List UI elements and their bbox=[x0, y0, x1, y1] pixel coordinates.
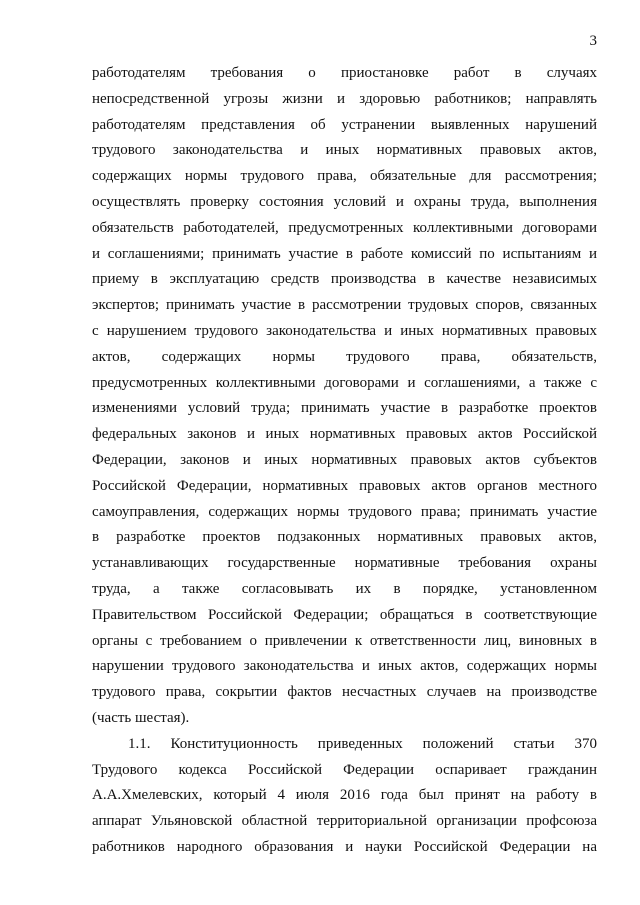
text-line: самоуправления, содержащих нормы трудового права; принимать участие bbox=[92, 503, 597, 520]
text-line: Правительством Российской Федерации; обращаться в соответствующие bbox=[92, 606, 597, 623]
text-line: аппарат Ульяновской областной территориальной организации профсоюза bbox=[92, 813, 597, 830]
text-line: в разработке проектов подзаконных нормативных правовых актов, bbox=[92, 529, 597, 546]
text-line: экспертов; принимать участие в рассмотрении трудовых споров, связанных bbox=[92, 297, 597, 314]
text-line: с нарушением трудового законодательства и иных нормативных правовых bbox=[92, 322, 597, 339]
paragraph-1-1-start: 1.1. Конституционность приведенных положений статьи 370 bbox=[128, 735, 597, 752]
text-line: непосредственной угрозы жизни и здоровью работников; направлять bbox=[92, 90, 597, 107]
text-line: обязательств работодателей, предусмотренных коллективными договорами bbox=[92, 219, 597, 236]
text-line: нарушении трудового законодательства и иных актов, содержащих нормы bbox=[92, 658, 597, 675]
text-line: работодателям представления об устранении выявленных нарушений bbox=[92, 116, 597, 133]
text-line: трудового права, сокрытии фактов несчастных случаев на производстве bbox=[92, 684, 597, 701]
text-line: (часть шестая). bbox=[92, 709, 190, 726]
document-body bbox=[92, 61, 597, 861]
text-line: А.А.Хмелевских, который 4 июля 2016 года был принят на работу в bbox=[92, 787, 597, 804]
text-line: Трудового кодекса Российской Федерации оспаривает гражданин bbox=[92, 761, 597, 778]
text-line: федеральных законов и иных нормативных правовых актов Российской bbox=[92, 426, 597, 443]
text-line: осуществлять проверку состояния условий и охраны труда, выполнения bbox=[92, 193, 597, 210]
text-line: Российской Федерации, нормативных правовых актов органов местного bbox=[92, 477, 597, 494]
text-line: трудового законодательства и иных нормативных правовых актов, bbox=[92, 142, 597, 159]
text-line: работодателям требования о приостановке работ в случаях bbox=[92, 65, 597, 81]
text-line: актов, содержащих нормы трудового права, обязательств, bbox=[92, 348, 597, 365]
text-line: приему в эксплуатацию средств производства в качестве независимых bbox=[92, 271, 597, 288]
text-line: предусмотренных коллективными договорами и соглашениями, а также с bbox=[92, 374, 597, 391]
text-line: и соглашениями; принимать участие в работе комиссий по испытаниям и bbox=[92, 245, 597, 262]
page-number: 3 bbox=[589, 33, 597, 49]
text-line: Федерации, законов и иных нормативных правовых актов субъектов bbox=[92, 451, 597, 468]
text-line: устанавливающих государственные нормативные требования охраны bbox=[92, 555, 597, 572]
text-line: работников народного образования и науки Российской Федерации на bbox=[92, 838, 597, 855]
text-line: содержащих нормы трудового права, обязательные для рассмотрения; bbox=[92, 168, 597, 185]
text-line: органы с требованием о привлечении к ответственности лиц, виновных в bbox=[92, 632, 597, 649]
text-line: труда, а также согласовывать их в порядке, установленном bbox=[92, 580, 597, 597]
text-line: изменениями условий труда; принимать участие в разработке проектов bbox=[92, 400, 597, 417]
